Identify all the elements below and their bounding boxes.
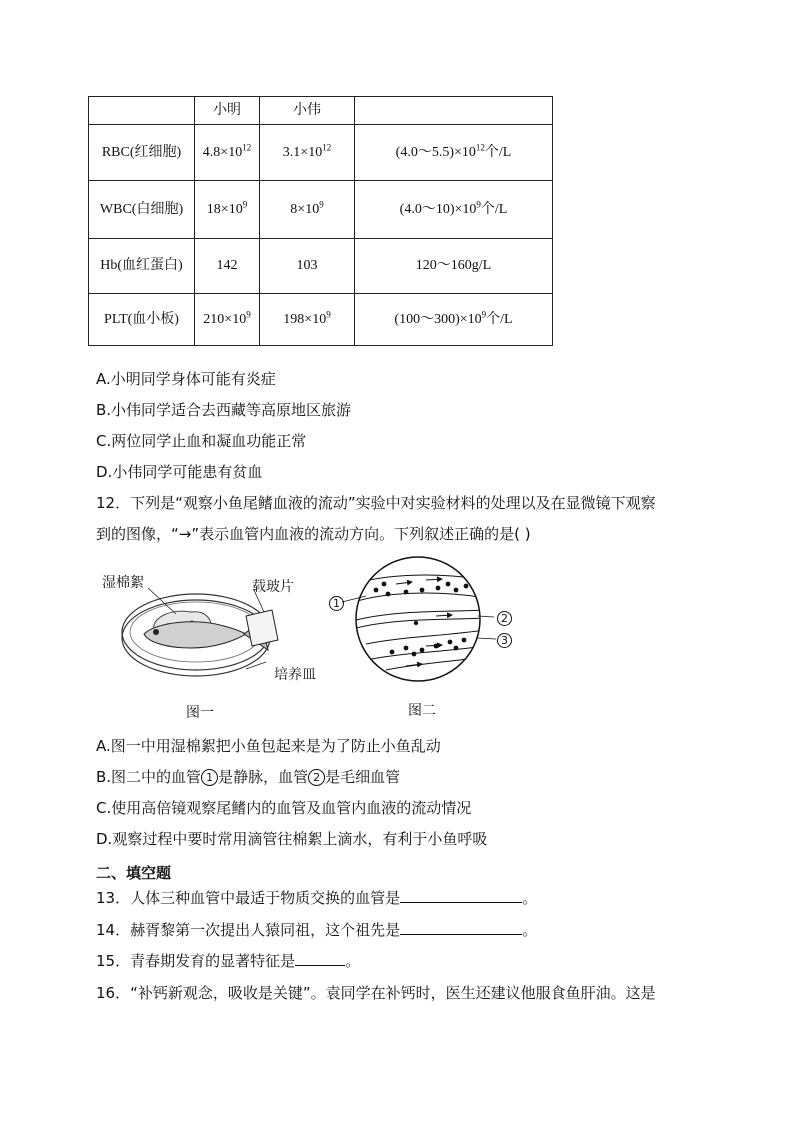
figure-one-caption: 图一 — [186, 705, 214, 721]
cell-range: $(4.0\sim 10)\times 10^9$个/L — [355, 181, 553, 239]
cell-xiaowei: $8\times 10^9$ — [260, 181, 355, 239]
answer-blank[interactable] — [400, 918, 522, 935]
q12-option-d: D.观察过程中要时常用滴管往棉絮上滴水，有利于小鱼呼吸 — [96, 830, 488, 848]
cell-range: $(4.0\sim 5.5)\times 10^{12}$个/L — [355, 125, 553, 181]
table-row — [89, 239, 553, 294]
cell-xiaoming: $210\times 10^9$ — [195, 294, 260, 346]
row-name: WBC(白细胞) — [89, 181, 195, 239]
table-row — [89, 181, 553, 239]
q11-option-a: A.小明同学身体可能有炎症 — [96, 370, 276, 388]
q11-option-b: B.小伟同学适合去西藏等高原地区旅游 — [96, 401, 352, 419]
q12-option-a: A.图一中用湿棉絮把小鱼包起来是为了防止小鱼乱动 — [96, 737, 441, 755]
question-15: 15．青春期发育的显著特征是 。 — [96, 949, 360, 971]
cell-range: $(100\sim 300)\times 10^9$个/L — [355, 294, 553, 346]
cell-xiaoming: $4.8\times 10^{12}$ — [195, 125, 260, 181]
question-14: 14．赫胥黎第一次提出人猿同祖，这个祖先是 。 — [96, 918, 537, 940]
section-heading: 二、填空题 — [96, 864, 172, 882]
vessel-label-1: 1 — [329, 596, 344, 611]
q12-stem-line1: 12．下列是“观察小鱼尾鳍血液的流动”实验中对实验材料的处理以及在显微镜下观察 — [96, 494, 656, 512]
header-cell-xiaowei: 小伟 — [260, 97, 355, 125]
answer-blank[interactable] — [400, 886, 522, 903]
row-name: RBC(红细胞) — [89, 125, 195, 181]
label-wet-cotton: 湿棉絮 — [102, 575, 144, 591]
cell-xiaowei: 103 — [260, 239, 355, 294]
table-row — [89, 294, 553, 346]
label-glass-slide: 载玻片 — [252, 579, 294, 595]
header-cell-range — [355, 97, 553, 125]
header-cell-empty — [89, 97, 195, 125]
question-13: 13．人体三种血管中最适于物质交换的血管是 。 — [96, 886, 537, 908]
cell-xiaoming: 142 — [195, 239, 260, 294]
table-row — [89, 125, 553, 181]
figure-two-microscope-view — [326, 554, 516, 684]
figure-one-fish-dish — [96, 566, 326, 686]
header-cell-xiaoming: 小明 — [195, 97, 260, 125]
q12-option-c: C.使用高倍镜观察尾鳍内的血管及血管内血液的流动情况 — [96, 799, 472, 817]
cell-range: 120～160g/L — [355, 239, 553, 294]
vessel-label-3: 3 — [497, 633, 512, 648]
microscope-field-illustration — [326, 554, 516, 684]
cell-xiaoming: $18\times 10^9$ — [195, 181, 260, 239]
q11-option-c: C.两位同学止血和凝血功能正常 — [96, 432, 307, 450]
q11-option-d: D.小伟同学可能患有贫血 — [96, 463, 263, 481]
cell-xiaowei: $198\times 10^9$ — [260, 294, 355, 346]
figure-two-caption: 图二 — [408, 703, 436, 719]
cell-xiaowei: $3.1\times 10^{12}$ — [260, 125, 355, 181]
row-name: PLT(血小板) — [89, 294, 195, 346]
table-header-row — [89, 97, 553, 125]
vessel-label-2: 2 — [497, 611, 512, 626]
blood-test-table — [88, 96, 553, 346]
label-petri-dish: 培养皿 — [274, 667, 316, 683]
circled-number-1: 1 — [201, 769, 218, 786]
circled-number-2: 2 — [308, 769, 325, 786]
question-16: 16．“补钙新观念，吸收是关键”。袁同学在补钙时，医生还建议他服食鱼肝油。这是 — [96, 984, 656, 1002]
answer-blank[interactable] — [295, 949, 345, 966]
row-name: Hb(血红蛋白) — [89, 239, 195, 294]
q12-stem-line2: 到的图像，“→”表示血管内血液的流动方向。下列叙述正确的是( ) — [96, 525, 531, 543]
q12-option-b: B.图二中的血管 1 是静脉，血管 2 是毛细血管 — [96, 768, 401, 786]
